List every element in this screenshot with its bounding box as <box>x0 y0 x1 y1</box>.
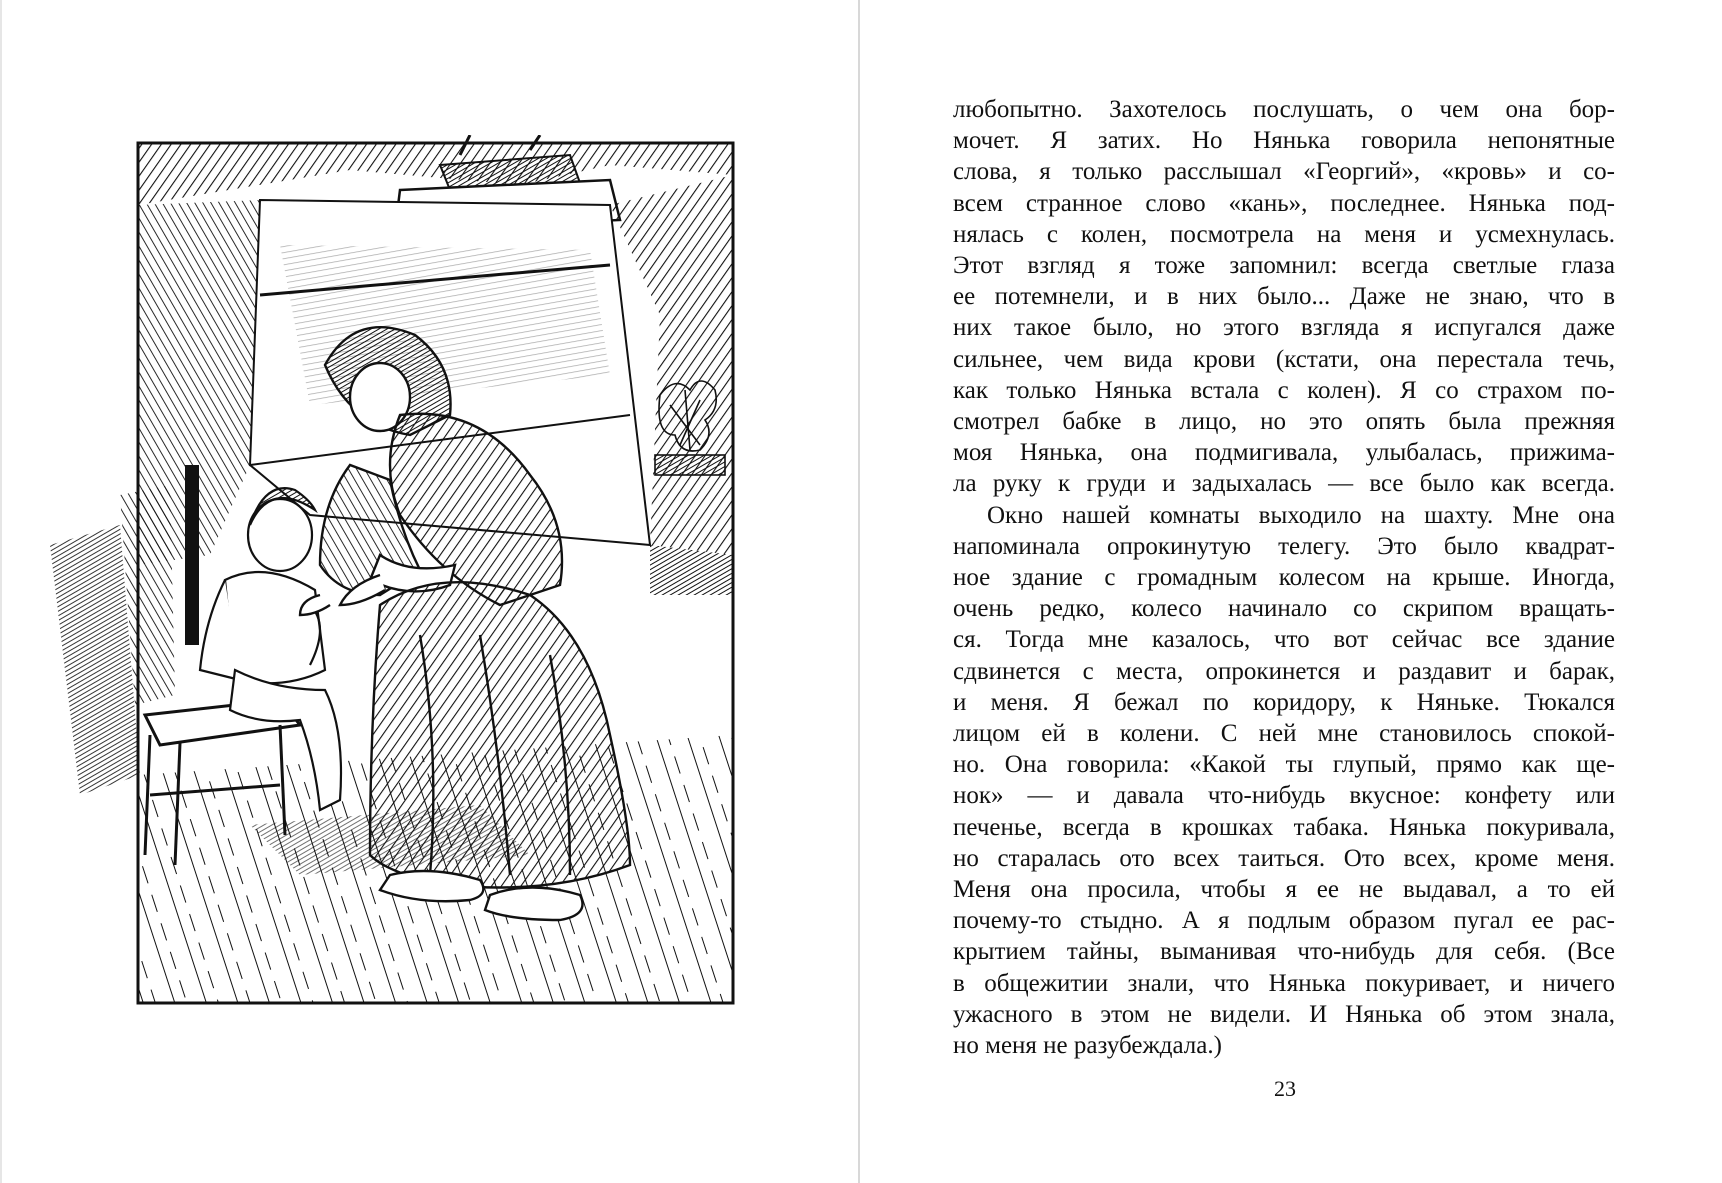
text-line: ся. Тогда мне казалось, что вот сейчас все здание <box>953 626 1615 654</box>
text-line: как только Нянька встала с колен). Я со страхом по- <box>953 376 1615 404</box>
text-line: моя Нянька, она подмигивала, улыбалась, прижима- <box>953 439 1615 467</box>
pen-and-ink-illustration <box>50 135 810 1007</box>
text-line: слова, я только расслышал «Георгий», «кровь» и со- <box>953 158 1615 186</box>
text-line: Этот взгляд я тоже запомнил: всегда светлые глаза <box>953 252 1615 280</box>
text-line: в общежитии знали, что Нянька покуривает, и ничего <box>953 969 1615 997</box>
paragraph-last-line: но меня не разубеждала.) <box>953 1032 1222 1060</box>
body-text <box>953 94 1615 1061</box>
illustration-svg <box>50 135 810 1007</box>
left-page <box>0 0 858 1183</box>
text-line: них такое было, но этого взгляда я испугался даже <box>953 314 1615 342</box>
text-line: смотрел бабке в лицо, но это опять была прежняя <box>953 408 1615 436</box>
text-line: мочет. Я затих. Но Нянька говорила непонятные <box>953 127 1615 155</box>
text-line: сдвинется с места, опрокинется и раздавит и барак, <box>953 657 1615 685</box>
text-line: ла руку к груди и задыхалась — все было как всегда. <box>953 470 1615 498</box>
text-line: любопытно. Захотелось послушать, о чем она бор- <box>953 96 1615 123</box>
text-line: очень редко, колесо начинало со скрипом вращать- <box>953 595 1615 623</box>
text-line: напоминала опрокинутую телегу. Это было квадрат- <box>953 532 1615 560</box>
text-line: ее потемнели, и в них было... Даже не знаю, что в <box>953 283 1615 311</box>
paragraph-first-line: Окно нашей комнаты выходило на шахту. Мне она <box>987 501 1615 529</box>
text-line: Меня она просила, чтобы я ее не выдавал, а то ей <box>953 876 1615 904</box>
text-line: и меня. Я бежал по коридору, к Няньке. Тюкался <box>953 688 1615 716</box>
text-line: почему-то стыдно. А я подлым образом пугал ее рас- <box>953 907 1615 935</box>
text-line: сильнее, чем вида крови (кстати, она перестала течь, <box>953 345 1615 373</box>
text-line: лицом ей в колени. С ней мне становилось спокой- <box>953 720 1615 748</box>
text-line: но. Она говорила: «Какой ты глупый, прямо как ще- <box>953 751 1615 779</box>
text-line: но старалась ото всех таиться. Ото всех, кроме меня. <box>953 844 1615 872</box>
child-figure <box>200 488 341 810</box>
text-line: печенье, всегда в крошках табака. Нянька покуривала, <box>953 813 1615 841</box>
page-number: 23 <box>1274 1076 1296 1101</box>
text-line: крытием тайны, выманивая что-нибудь для себя. (Все <box>953 938 1615 966</box>
page-edge <box>0 0 2 1183</box>
text-line: ужасного в этом не видели. И Нянька об этом знала, <box>953 1000 1615 1028</box>
text-line: нок» — и давала что-нибудь вкусное: конфету или <box>953 782 1615 810</box>
text-line: ное здание с громадным колесом на крыше. Иногда, <box>953 564 1615 592</box>
text-line: всем странное слово «кань», последнее. Нянька под- <box>953 189 1615 217</box>
text-line: нялась с колен, посмотрела на меня и усмехнулась. <box>953 220 1615 248</box>
